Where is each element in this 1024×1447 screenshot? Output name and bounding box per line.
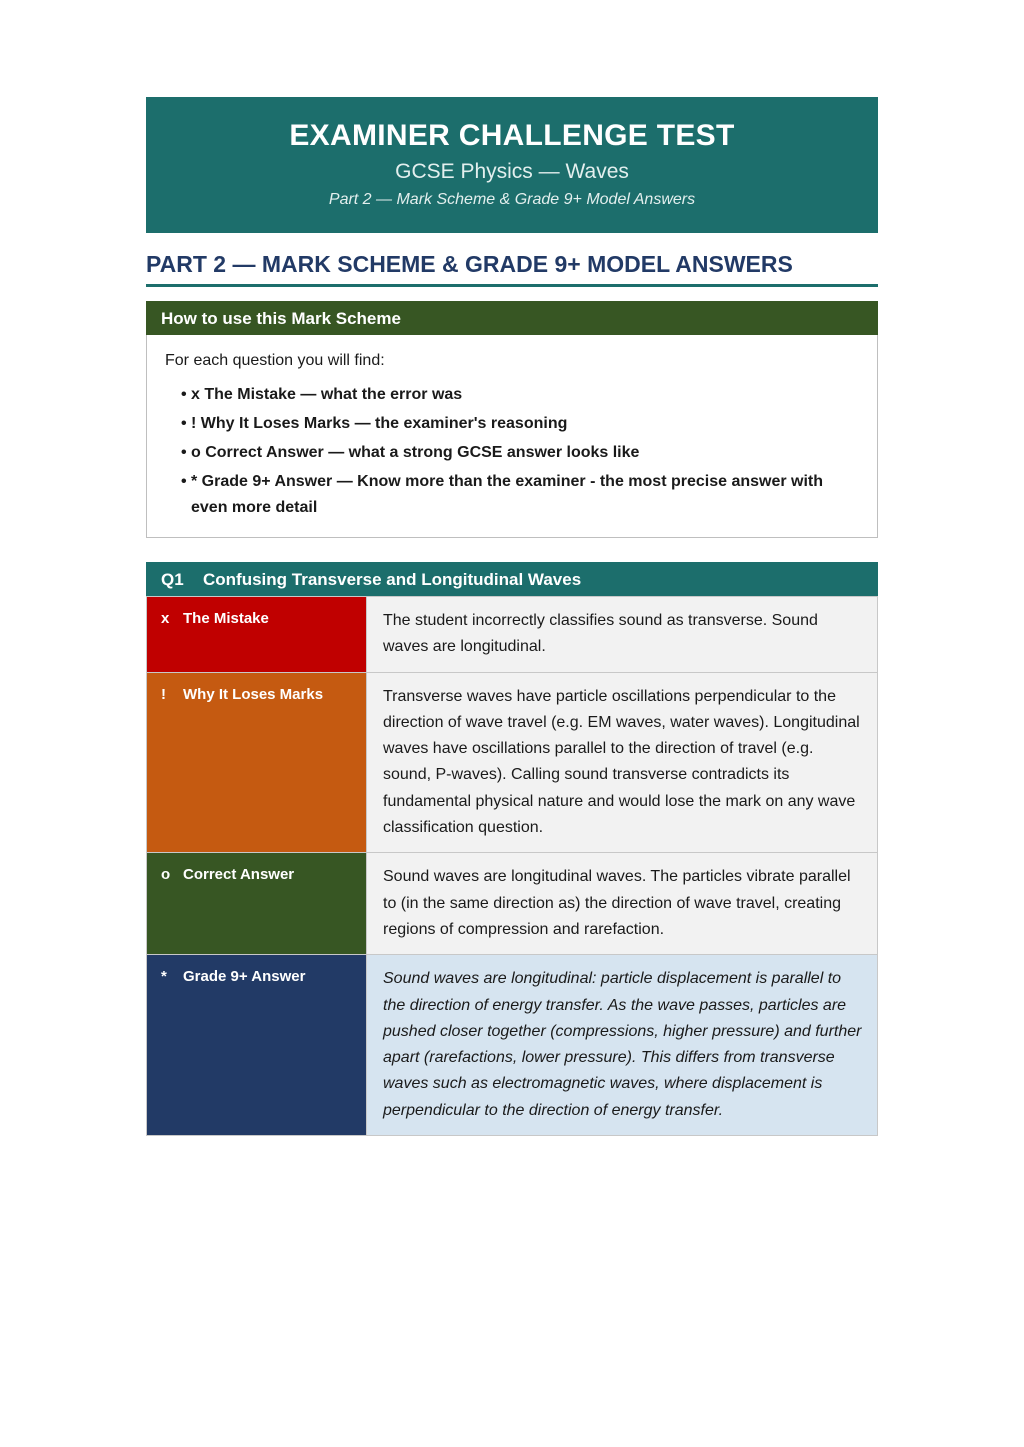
grade9-label: Grade 9+ Answer <box>183 968 306 986</box>
why-label: Why It Loses Marks <box>183 685 324 703</box>
how-to-item-mistake: • x The Mistake — what the error was <box>181 382 859 408</box>
how-to-item-grade9: • * Grade 9+ Answer — Know more than the examiner - the most precise answer with even more detail <box>181 469 859 521</box>
question-table <box>146 596 878 1136</box>
how-to-heading: How to use this Mark Scheme <box>146 301 878 335</box>
how-to-item-why: • ! Why It Loses Marks — the examiner's reasoning <box>181 411 859 437</box>
mistake-text: The student incorrectly classifies sound as transverse. Sound waves are longitudinal. <box>367 597 878 673</box>
question-title: Confusing Transverse and Longitudinal Waves <box>203 570 582 589</box>
table-row-correct <box>147 853 878 955</box>
document-part-label: Part 2 — Mark Scheme & Grade 9+ Model Answers <box>328 191 696 208</box>
how-to-box <box>146 335 878 538</box>
how-to-intro: For each question you will find: <box>165 352 385 369</box>
document-title: EXAMINER CHALLENGE TEST <box>289 119 735 152</box>
how-to-item-correct: • o Correct Answer — what a strong GCSE answer looks like <box>181 440 859 466</box>
how-to-list <box>165 382 859 521</box>
grade9-symbol: * <box>161 968 167 986</box>
grade9-text: Sound waves are longitudinal: particle displacement is parallel to the direction of energy transfer. As the wave passes, particles are pushed closer together (compressions, higher pressure) and further apart (rarefactions, lower pressure). This differs from transverse waves such as electromagnetic waves, where displacement is perpendicular to the direction of energy transfer. <box>367 955 878 1136</box>
row-label-grade9 <box>147 955 367 1136</box>
row-label-mistake <box>147 597 367 673</box>
table-row-grade9 <box>147 955 878 1136</box>
why-symbol: ! <box>161 685 166 703</box>
row-label-why <box>147 672 367 853</box>
correct-text: Sound waves are longitudinal waves. The particles vibrate parallel to (in the same direction as) the direction of wave travel, creating regions of compression and rarefaction. <box>367 853 878 955</box>
why-text: Transverse waves have particle oscillations perpendicular to the direction of wave travel (e.g. EM waves, water waves). Longitudinal waves have oscillations parallel to the direction of travel (e.g. sound, P-waves). Calling sound transverse contradicts its fundamental physical nature and would lose the mark on any wave classification question. <box>367 672 878 853</box>
document-subtitle: GCSE Physics — Waves <box>395 160 629 183</box>
mistake-label: The Mistake <box>183 610 269 627</box>
correct-symbol: o <box>161 866 171 884</box>
mistake-symbol: x <box>161 610 170 627</box>
part-heading: PART 2 — MARK SCHEME & GRADE 9+ MODEL ANSWERS <box>146 251 878 287</box>
table-row-mistake <box>147 597 878 673</box>
question-number: Q1 <box>161 570 184 589</box>
question-heading <box>146 562 878 596</box>
row-label-correct <box>147 853 367 955</box>
table-row-why <box>147 672 878 853</box>
correct-label: Correct Answer <box>183 866 295 884</box>
title-banner <box>146 97 878 233</box>
